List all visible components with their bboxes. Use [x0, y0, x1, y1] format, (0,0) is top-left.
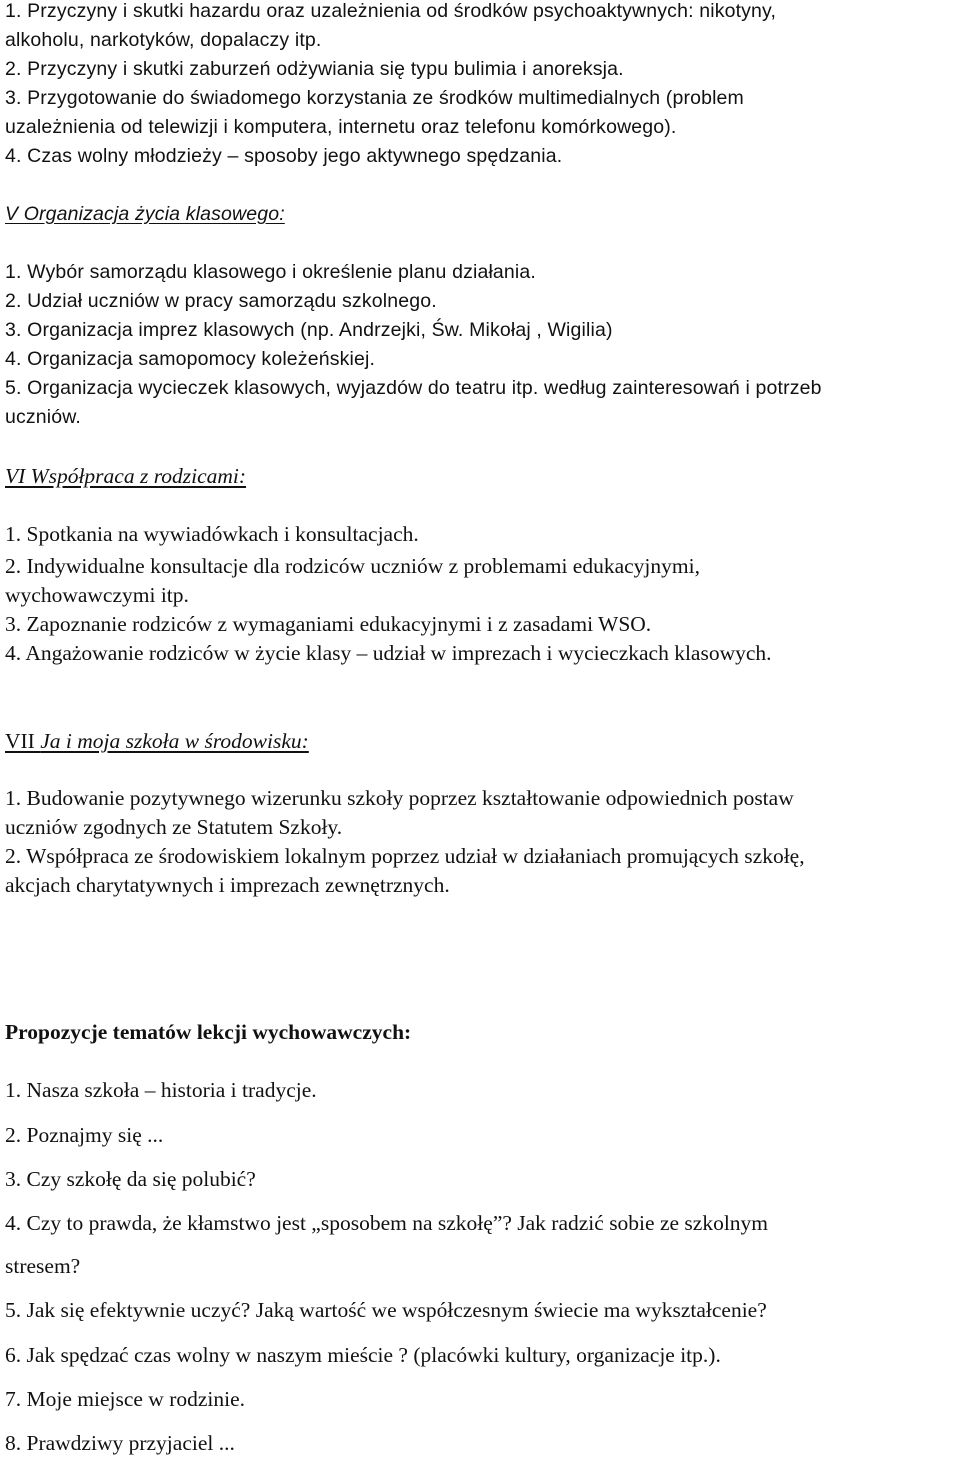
topic-4-cont: stresem?: [5, 1254, 81, 1278]
topic-6: 6. Jak spędzać czas wolny w naszym mieście ? (placówki kultury, organizacje itp.).: [5, 1343, 721, 1367]
section-vii-item-1: 1. Budowanie pozytywnego wizerunku szkoły poprzez kształtowanie odpowiednich postaw: [5, 786, 794, 810]
section-v-item-3: 3. Organizacja imprez klasowych (np. Andrzejki, Św. Mikołaj , Wigilia): [5, 319, 613, 341]
section-v-item-4: 4. Organizacja samopomocy koleżeńskiej.: [5, 348, 376, 370]
section-v-item-2: 2. Udział uczniów w pracy samorządu szkolnego.: [5, 290, 437, 312]
topic-4: 4. Czy to prawda, że kłamstwo jest „sposobem na szkołę”? Jak radzić sobie ze szkolnym: [5, 1211, 769, 1235]
topic-1: 1. Nasza szkoła – historia i tradycje.: [5, 1078, 317, 1102]
section-vii-heading-prefix: VII: [5, 729, 41, 753]
section-vii-item-2: 2. Współpraca ze środowiskiem lokalnym poprzez udział w działaniach promujących szkołę,: [5, 844, 805, 868]
section-vii-heading: [5, 731, 309, 753]
intro-line-5: uzależnienia od telewizji i komputera, internetu oraz telefonu komórkowego).: [5, 116, 677, 138]
section-v-heading: V Organizacja życia klasowego:: [5, 203, 285, 225]
section-vii-item-1-cont: uczniów zgodnych ze Statutem Szkoły.: [5, 815, 343, 839]
section-v-item-5: 5. Organizacja wycieczek klasowych, wyjazdów do teatru itp. według zainteresowań i potrzeb: [5, 377, 822, 399]
topic-8: 8. Prawdziwy przyjaciel ...: [5, 1431, 235, 1455]
intro-line-6: 4. Czas wolny młodzieży – sposoby jego aktywnego spędzania.: [5, 145, 563, 167]
section-vi-heading: VI Współpraca z rodzicami:: [5, 464, 247, 488]
section-vii-item-2-cont: akcjach charytatywnych i imprezach zewnętrznych.: [5, 873, 450, 897]
intro-line-3: 2. Przyczyny i skutki zaburzeń odżywiania się typu bulimia i anoreksja.: [5, 58, 624, 80]
topic-3: 3. Czy szkołę da się polubić?: [5, 1167, 256, 1191]
section-vi-item-3: 3. Zapoznanie rodziców z wymaganiami edukacyjnymi i z zasadami WSO.: [5, 612, 652, 636]
topic-7: 7. Moje miejsce w rodzinie.: [5, 1387, 246, 1411]
topic-2: 2. Poznajmy się ...: [5, 1123, 164, 1147]
topics-heading: Propozycje tematów lekcji wychowawczych:: [5, 1020, 412, 1044]
section-vi-item-4: 4. Angażowanie rodziców w życie klasy – udział w imprezach i wycieczkach klasowych.: [5, 641, 772, 665]
section-vi-item-2-cont: wychowawczymi itp.: [5, 583, 189, 607]
section-vi-item-2: 2. Indywidualne konsultacje dla rodziców uczniów z problemami edukacyjnymi,: [5, 554, 700, 578]
section-vii-heading-text: Ja i moja szkoła w środowisku:: [40, 729, 309, 753]
section-v-item-1: 1. Wybór samorządu klasowego i określenie planu działania.: [5, 261, 536, 283]
topic-5: 5. Jak się efektywnie uczyć? Jaką wartość we współczesnym świecie ma wykształcenie?: [5, 1298, 767, 1322]
intro-line-2: alkoholu, narkotyków, dopalaczy itp.: [5, 29, 322, 51]
intro-line-4: 3. Przygotowanie do świadomego korzystania ze środków multimedialnych (problem: [5, 87, 744, 109]
intro-line-1: 1. Przyczyny i skutki hazardu oraz uzależnienia od środków psychoaktywnych: nikotyny,: [5, 0, 777, 22]
section-vi-item-1: 1. Spotkania na wywiadówkach i konsultacjach.: [5, 522, 419, 546]
section-v-item-5-cont: uczniów.: [5, 406, 81, 428]
